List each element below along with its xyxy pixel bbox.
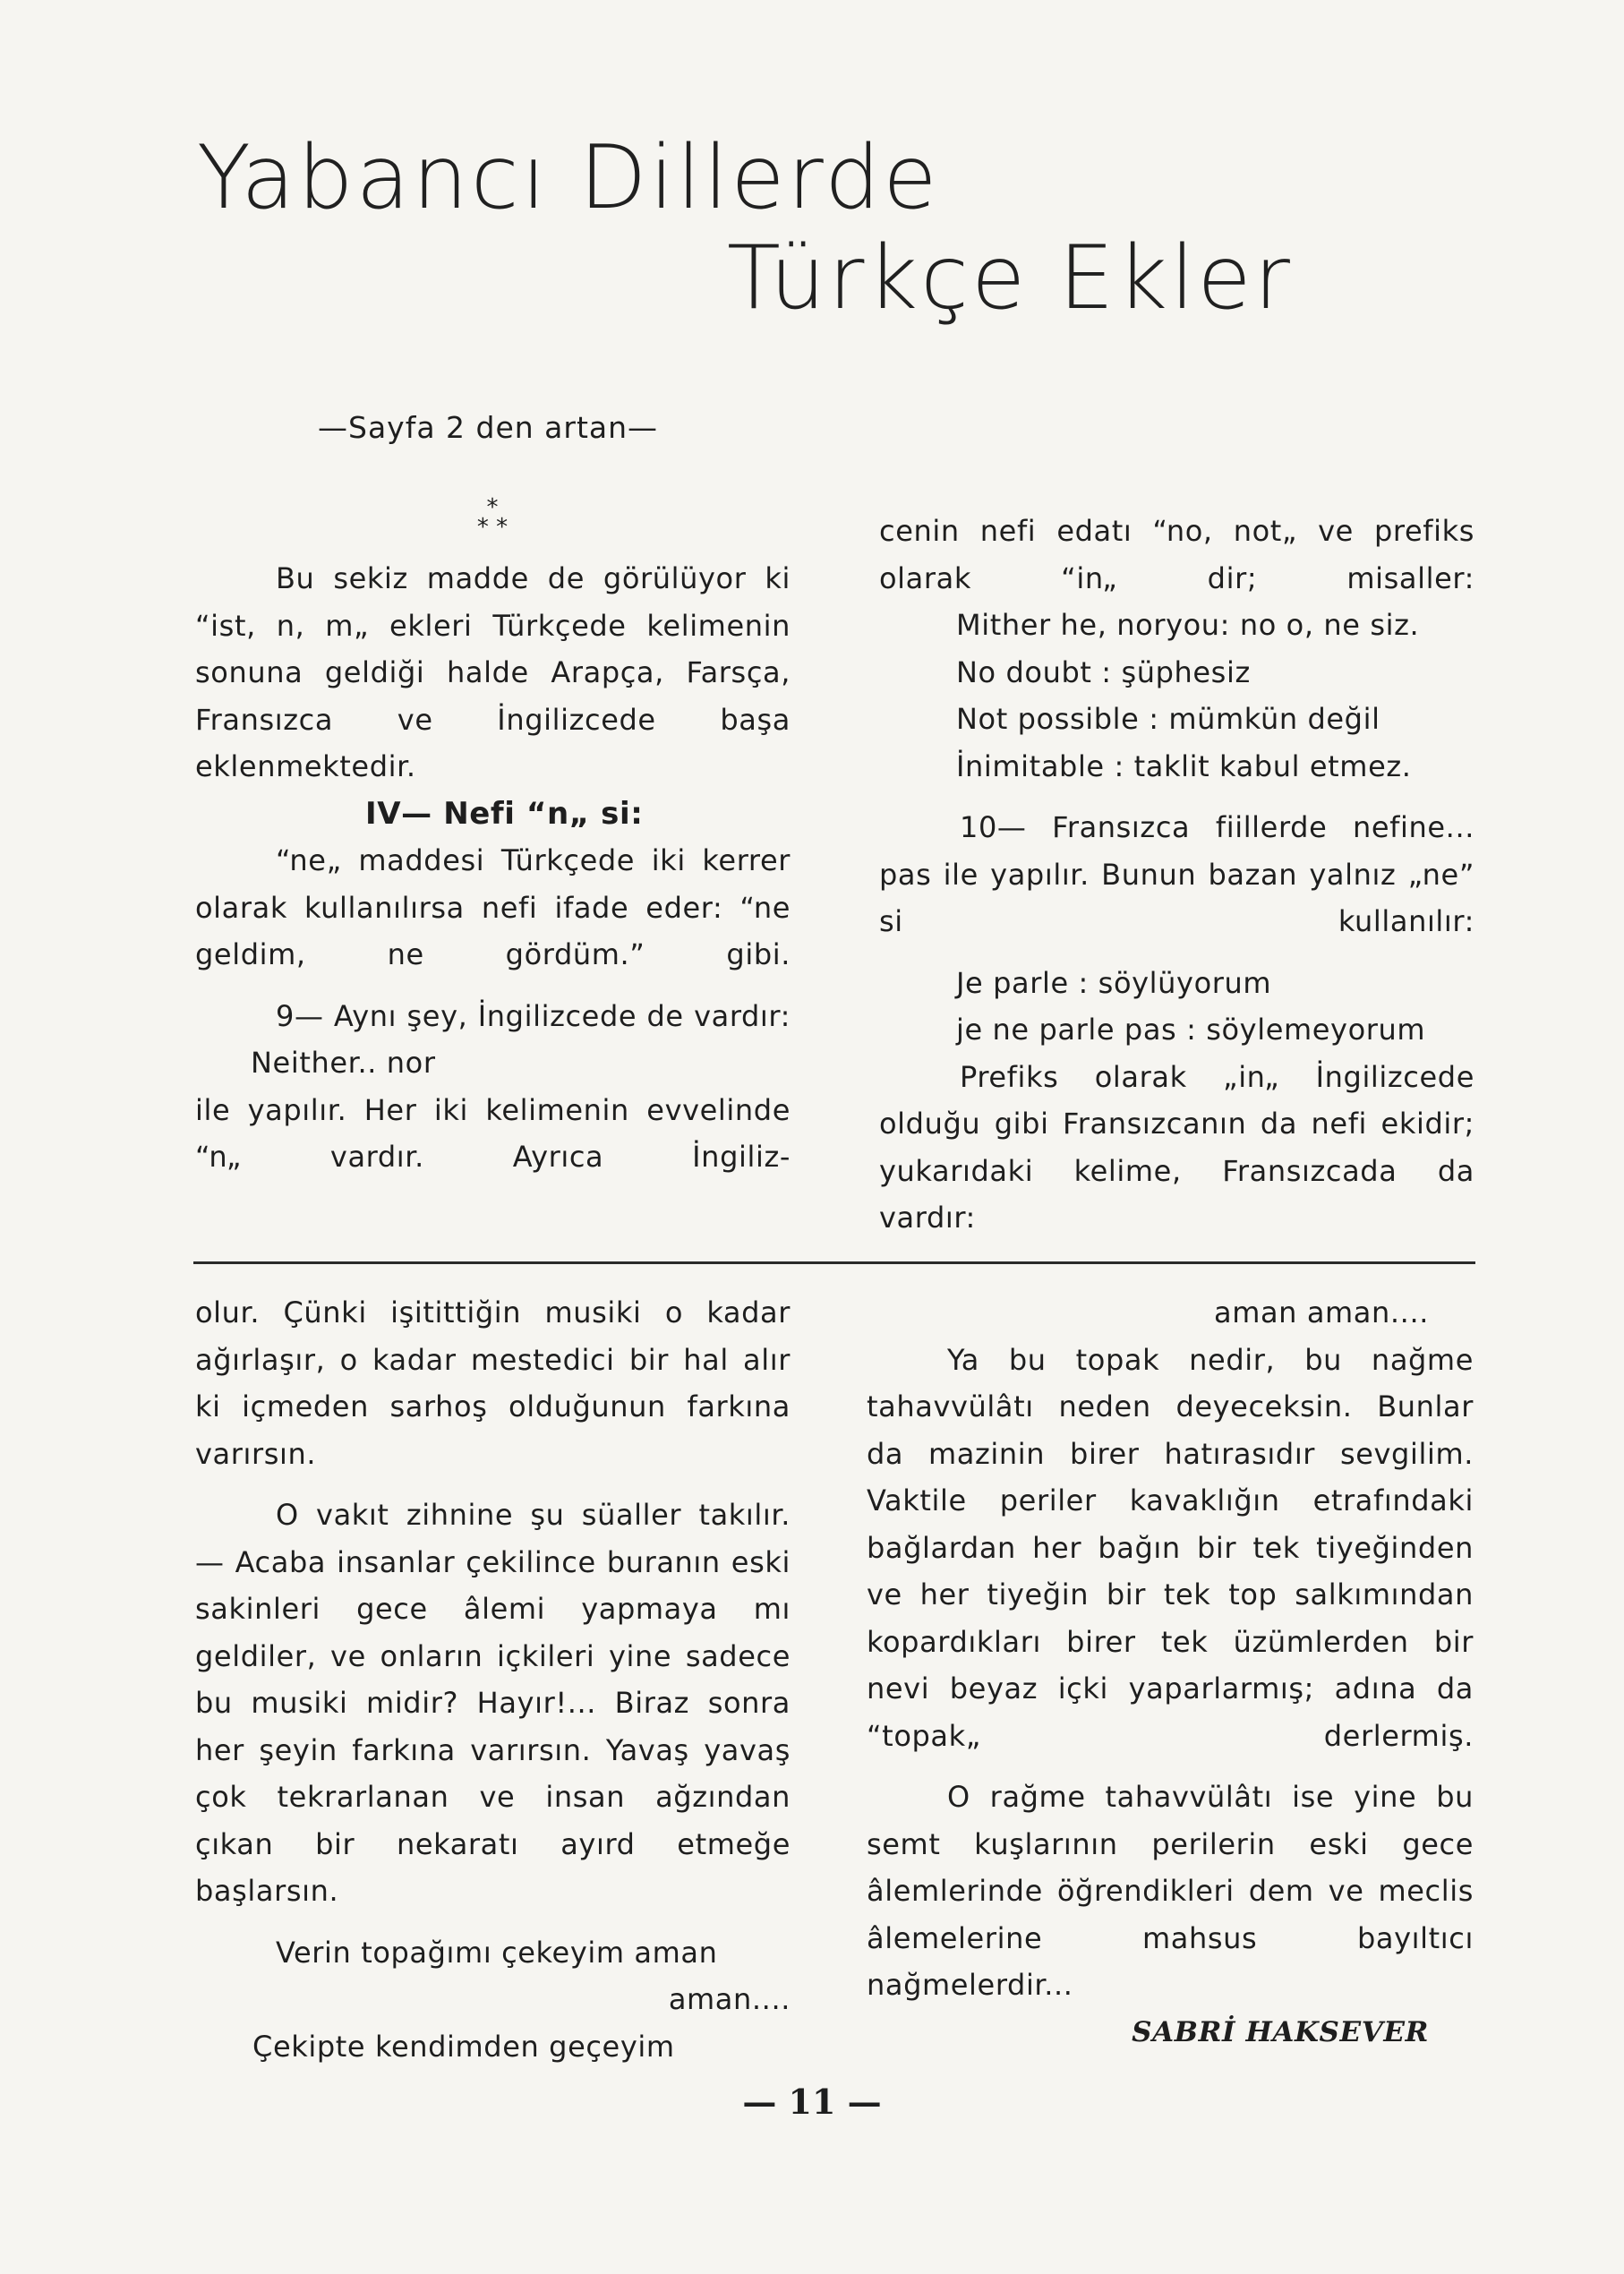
- section-heading: IV— Nefi “n„ si:: [365, 795, 644, 832]
- paragraph: “ne„ maddesi Türkçede iki kerrer olarak kullanılırsa nefi ifade eder: “ne geldim, ne gördüm.” gibi.: [195, 843, 791, 971]
- author-signature: SABRİ HAKSEVER: [1132, 2015, 1429, 2048]
- section-stars: * * *: [476, 494, 509, 541]
- column-divider-rule: [193, 1261, 1475, 1264]
- example-line: İnimitable : taklit kabul etmez.: [956, 748, 1412, 783]
- subtitle: —Sayfa 2 den artan—: [318, 410, 659, 445]
- column-2: [879, 508, 1474, 1242]
- example-line: Not possible : mümkün değil: [956, 702, 1380, 736]
- column-4: [867, 1289, 1474, 2056]
- example-line: Neither.. nor: [251, 1046, 436, 1080]
- title-line-2: Türkçe Ekler: [727, 227, 1293, 329]
- paragraph: O vakıt zihnine şu süaller takılır. — Acaba insanlar çekilince buranın eski sakinleri gece âlemi yapmaya mı geldiler, ve onların içkileri yine sadece bu musiki midir? Hayır!... Biraz sonra her şeyin farkına varırsın. Yavaş yavaş çok tekrarlanan ve insan ağzından çıkan bir nekaratı ayırd etmeğe başlarsın.: [195, 1498, 791, 1908]
- example-line: Je parle : söylüyorum: [956, 965, 1272, 1000]
- paragraph: Bu sekiz madde de görülüyor ki “ist, n, m„ ekleri Türkçede kelimenin sonuna geldiği halde Arapça, Farsça, Fransızca ve İngilizcede başa eklenmektedir.: [195, 561, 791, 783]
- paragraph: 9— Aynı şey, İngilizcede de vardır:: [276, 998, 791, 1033]
- paragraph: ile yapılır. Her iki kelimenin evvelinde “n„ vardır. Ayrıca İngiliz-: [195, 1092, 791, 1174]
- example-line: je ne parle pas : söylemeyorum: [956, 1013, 1426, 1047]
- example-line: No doubt : şüphesiz: [956, 654, 1251, 689]
- column-1: [195, 555, 791, 1181]
- verse-line: Verin topağımı çekeyim aman: [276, 1935, 718, 1970]
- paragraph: Prefiks olarak „in„ İngilizcede olduğu gibi Fransızcanın da nefi ekidir; yukarıdaki kelime, Fransızcada da vardır:: [879, 1059, 1474, 1235]
- paragraph: O rağme tahavvülâtı ise yine bu semt kuşlarının perilerin eski gece âlemlerinde öğrendikleri dem ve meclis âlemelerine mahsus bayıltıcı nağmelerdir...: [867, 1780, 1474, 2002]
- paragraph: cenin nefi edatı “no, not„ ve prefiks olarak “in„ dir; misaller:: [879, 514, 1474, 595]
- column-3: [195, 1289, 791, 2070]
- verse-line: aman aman....: [1213, 1295, 1429, 1329]
- paragraph: 10— Fransızca fiillerde nefine... pas ile yapılır. Bunun bazan yalnız „ne” si kullanılır:: [879, 810, 1474, 938]
- example-line: Mither he, noryou: no o, ne siz.: [956, 608, 1420, 642]
- page-number: — 11 —: [742, 2082, 882, 2122]
- verse-line: aman....: [668, 1982, 791, 2016]
- paragraph: Ya bu topak nedir, bu nağme tahavvülâtı neden deyeceksin. Bunlar da mazinin birer hatırasıdır sevgilim. Vaktile periler kavaklığın etrafındaki bağlardan her bağın bir tek tiyeğinden ve her tiyeğin bir tek top salkımından kopardıkları birer tek üzümlerden bir nevi beyaz içki yaparlarmış; adına da “topak„ derlermiş.: [867, 1342, 1474, 1753]
- paragraph: olur. Çünki işitittiğin musiki o kadar ağırlaşır, o kadar mestedici bir hal alır ki içmeden sarhoş olduğunun farkına varırsın.: [195, 1295, 791, 1471]
- title-line-1: Yabancı Dillerde: [197, 127, 940, 229]
- verse-line: Çekipte kendimden geçeyim: [252, 2029, 675, 2064]
